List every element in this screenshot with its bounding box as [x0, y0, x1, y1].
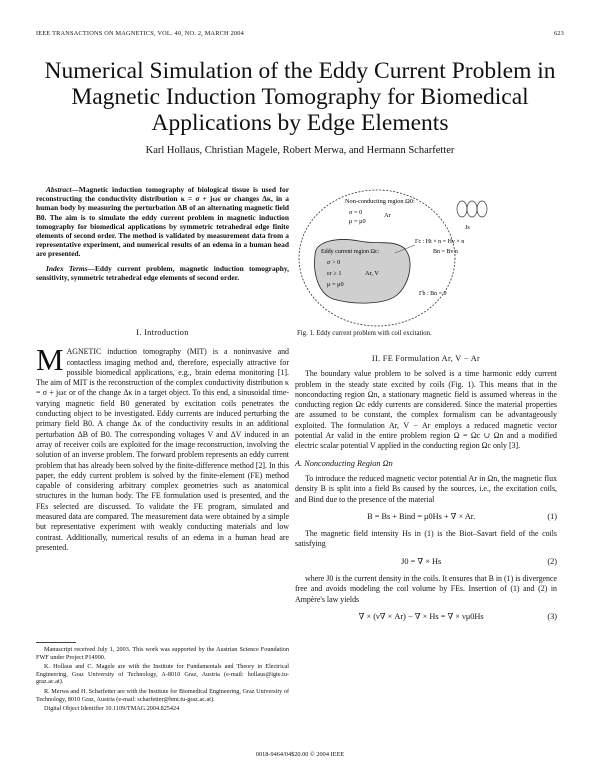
introduction: [36, 328, 289, 553]
footnote: Manuscript received July 1, 2003. This work was supported by the Austrian Science Foundation FWF under Project P14990.: [36, 646, 289, 661]
figure-1: [297, 183, 555, 333]
running-header: [36, 30, 564, 37]
abstract-text: Magnetic induction tomography of biological tissue is used for reconstructing the conductivity distribution κ = σ + jωε or changes Δκ, in a human body by measuring the perturbation ΔB of an alternating magnetic field B0. The aim is to simulate the eddy current problem in magnetic induction tomography for biomedical applications by symmetric tetrahedral edge finite elements of second order. The method is validated by measurement data from a representative experiment, and numerical results of an edema in a human head are presented.: [36, 185, 289, 259]
copyright-line: 0018-9464/04$20.00 © 2004 IEEE: [255, 751, 345, 758]
left-column: [36, 185, 289, 287]
source-label: Js: [465, 225, 470, 231]
gamma-b-condition: Γb : Bn = 0: [419, 291, 447, 297]
journal-name: IEEE TRANSACTIONS ON MAGNETICS, VOL. 40, NO. 2, MARCH 2004: [36, 30, 244, 37]
equation-2: [295, 557, 557, 567]
equation-3: [295, 612, 557, 622]
equation-3-expr: ∇ × (ν∇ × Ar) − ∇ × Hs = ∇ × νμ0Hs: [358, 611, 484, 621]
eddy-current-diagram: [297, 183, 555, 333]
gamma-c-condition-2: Bn = Bv n: [433, 249, 458, 255]
nc-mu: μ = μ0: [349, 218, 366, 225]
equation-1: [295, 512, 557, 522]
coil-icon: [467, 201, 477, 217]
nc-sigma: σ = 0: [349, 209, 363, 216]
intro-paragraph: AGNETIC induction tomography (MIT) is a noninvasive and contactless imaging method and, therefore, especially attractive for possible biomedical applications, e.g., brain edema monitoring [1]. The aim of MIT is the reconstruction of the complex conductivity distribution κ = σ + jωε or of the change Δκ in a target object. To this end, a sinusoidal time-varying magnetic field B0 generated by excitation coils penetrates the conducting object to be investigated. Eddy currents are induced perturbing the primary field B0. A change Δκ of the conductivity results in an additional perturbation ΔB of B0. The corresponding voltages V and ΔV induced in an array of receiver coils are exploited for the image reconstruction, involving the solution of an inverse problem. The forward problem represents an eddy current problem that has already been solved by the finite-difference method [2]. In this paper, the eddy current problem is solved by the finite-element (FE) method capable of considering arbitrary complex geometries such as anatomical structures in the human body. The FE formulation used is presented, and the FEs selected are discussed. To validate the FE program, simulated and measured data are compared. The measurement data were obtained by a simple but representative experiment with weakly conducting materials and low contrast. Additionally, numerical results of an edema in a human head are presented.: [36, 347, 289, 552]
ec-sigma: σ > 0: [327, 259, 341, 266]
coil-icon: [457, 201, 467, 217]
ec-eps: εr ≥ 1: [327, 270, 342, 277]
page-number: 623: [553, 30, 564, 37]
footnote: K. Hollaus and C. Magele are with the Institute for Fundamentals and Theory in Electrical Engineering, Graz University of Technology, A-8010 Graz, Austria (e-mail: hollaus@igte.tu-graz.ac.at).: [36, 663, 289, 686]
figure-caption: Fig. 1. Eddy current problem with coil excitation.: [297, 330, 432, 337]
fe-paragraph-3: The magnetic field intensity Hs in (1) is the Biot–Savart field of the coils satisfying: [295, 529, 557, 549]
equation-2-expr: J0 = ∇ × Hs: [401, 556, 442, 566]
footnote: Digital Object Identifier 10.1109/TMAG.2004.825424: [44, 705, 180, 713]
nonconducting-label: Non-conducting region Ω0:: [345, 198, 415, 205]
equation-3-number: (3): [547, 611, 557, 621]
abstract: [36, 185, 289, 282]
eddy-label: Eddy current region Ωc:: [321, 249, 380, 255]
ec-mu: μ = μ0: [327, 281, 344, 288]
index-terms-text: Eddy current problem, magnetic induction tomography, sensitivity, symmetric tetrahedral edge elements of second order.: [36, 263, 290, 282]
drop-cap: M: [36, 342, 64, 378]
footnote-rule: [36, 642, 76, 643]
footnotes: [36, 642, 289, 715]
coil-icon: [477, 201, 487, 217]
author-list: Karl Hollaus, Christian Magele, Robert Merwa, and Hermann Scharfetter: [145, 145, 455, 156]
equation-2-number: (2): [547, 556, 557, 566]
nc-potential: Ar: [384, 212, 391, 219]
subsection-heading: A. Nonconducting Region Ωn: [295, 458, 393, 468]
equation-1-number: (1): [547, 511, 557, 521]
gamma-c-condition: Γc : Ht × n = Hv × n: [415, 239, 465, 245]
fe-paragraph-4: where J0 is the current density in the coils. It ensures that B in (1) is divergence free and avoids modeling the coil volume by FEs. Insertion of (1) and (2) in Ampère's law yields: [295, 574, 557, 604]
fe-paragraph-2: To introduce the reduced magnetic vector potential Ar in Ωn, the magnetic flux density B is split into a field Bs caused by the sources, i.e., the excitation coils, and Bind due to the presence of the material: [295, 473, 557, 504]
equation-1-expr: B = Bs + Bind = μ0Hs + ∇ × Ar.: [367, 511, 476, 521]
paper-title: Numerical Simulation of the Eddy Current Problem in Magnetic Induction Tomography for Biomedical Applications by Edge Elements: [44, 58, 556, 136]
abstract-label: Abstract—: [46, 185, 79, 194]
right-column: [295, 354, 557, 629]
index-terms-label: Index Terms—: [46, 263, 95, 273]
ec-potentials: Ar, V: [365, 270, 379, 277]
section-heading-fe: II. FE Formulation Ar, V − Ar: [371, 354, 481, 363]
footnote: R. Merwa and H. Scharfetter are with the Institute for Biomedical Engineering, Graz University of Technology, 8010 Graz, Austria (e-mail: scharfetter@bmt.tu-graz.ac.at).: [36, 687, 289, 703]
fe-paragraph-1: The boundary value problem to be solved is a time harmonic eddy current problem in the steady state excited by coils (Fig. 1). This means that in the nonconducting region Ωn, a stationary magnetic field is assumed whereas in the conducting region Ωc eddy currents are considered. Since the material properties are assumed to be constant, the complex formalism can be advantageously exploited. The formulation Ar, V − Ar employs a reduced magnetic vector potential Ar valid in the entire problem region Ω = Ωc ∪ Ωn and a modified electric scalar potential V applied in the conducting region Ωc only [3].: [295, 369, 557, 451]
section-heading-intro: I. Introduction: [136, 328, 189, 337]
